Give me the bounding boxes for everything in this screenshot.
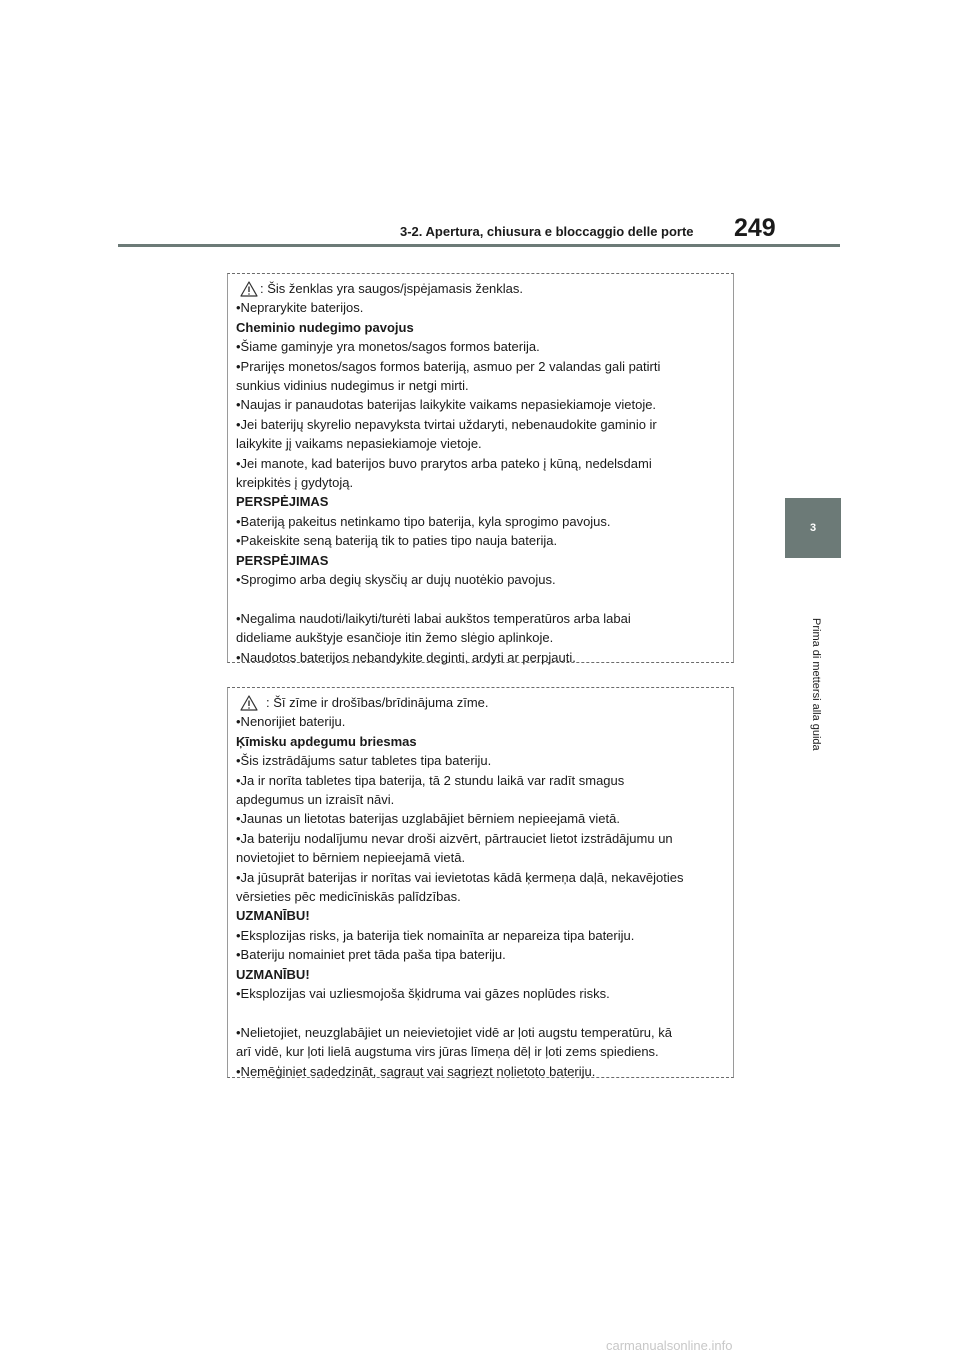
notice-heading: Ķīmisku apdegumu briesmas (236, 733, 417, 749)
notice-line: •Prarijęs monetos/sagos formos bateriją, asmuo per 2 valandas gali patirti (236, 358, 661, 374)
warning-caption: : Šis ženklas yra saugos/įspėjamasis ženklas. (260, 281, 524, 296)
notice-heading: UZMANĪBU! (236, 908, 310, 924)
notice-line: •Neprarykite baterijos. (236, 300, 364, 316)
warning-line (236, 693, 725, 712)
watermark: carmanualsonline.info (606, 1338, 733, 1353)
chapter-title-vertical: Prima di mettersi alla guida (810, 618, 822, 751)
notice-line: •Sprogimo arba degių skysčių ar dujų nuotėkio pavojus. (236, 572, 556, 588)
notice-heading: UZMANĪBU! (236, 966, 310, 982)
notice-line: •Jaunas un lietotas baterijas uzglabājiet bērniem nepieejamā vietā. (236, 811, 620, 827)
warning-line (236, 279, 725, 298)
notice-line: sunkius vidinius nudegimus ir netgi mirti. (236, 378, 469, 394)
notice-line: kreipkitės į gydytoją. (236, 475, 354, 491)
notice-line: •Nemēģiniet sadedzināt, sagraut vai sagriezt nolietoto bateriju. (236, 1063, 596, 1079)
notice-line: •Eksplozijas vai uzliesmojoša šķidruma vai gāzes noplūdes risks. (236, 986, 610, 1002)
warning-caption: : Šī zīme ir drošības/brīdinājuma zīme. (266, 695, 489, 710)
notice-line: •Pakeiskite seną bateriją tik to paties tipo nauja baterija. (236, 533, 558, 549)
notice-box-lithuanian (227, 273, 734, 663)
notice-box-latvian (227, 687, 734, 1078)
notice-heading: Cheminio nudegimo pavojus (236, 319, 414, 335)
notice-line: •Naujas ir panaudotas baterijas laikykite vaikams nepasiekiamoje vietoje. (236, 397, 657, 413)
notice-line: vērsieties pēc medicīniskās palīdzības. (236, 889, 461, 905)
notice-line: •Bateriją pakeitus netinkamo tipo baterija, kyla sprogimo pavojus. (236, 513, 611, 529)
notice-line: laikykite jį vaikams nepasiekiamoje vietoje. (236, 436, 482, 452)
header-rule (118, 244, 840, 247)
notice-line: •Bateriju nomainiet pret tāda paša tipa bateriju. (236, 947, 506, 963)
notice-line: dideliame aukštyje esančioje itin žemo slėgio aplinkoje. (236, 630, 554, 646)
notice-line: •Nenorijiet bateriju. (236, 714, 346, 730)
blank-line (236, 1004, 725, 1023)
notice-lines (236, 712, 725, 1081)
notice-line: •Jei manote, kad baterijos buvo prarytos arba pateko į kūną, nedelsdami (236, 455, 652, 471)
notice-line: •Nelietojiet, neuzglabājiet un neievietojiet vidē ar ļoti augstu temperatūru, kā (236, 1024, 672, 1040)
notice-line: •Ja bateriju nodalījumu nevar droši aizvērt, pārtrauciet lietot izstrādājumu un (236, 830, 673, 846)
notice-line: •Negalima naudoti/laikyti/turėti labai aukštos temperatūros arba labai (236, 610, 631, 626)
section-title: 3-2. Apertura, chiusura e bloccaggio delle porte (400, 224, 694, 239)
notice-line: •Jei baterijų skyrelio nepavyksta tvirtai uždaryti, nebenaudokite gaminio ir (236, 416, 657, 432)
blank-line (236, 590, 725, 609)
notice-heading: PERSPĖJIMAS (236, 494, 329, 510)
chapter-tab[interactable]: 3 (785, 498, 841, 558)
notice-line: •Ja ir norīta tabletes tipa baterija, tā 2 stundu laikā var radīt smagus (236, 772, 625, 788)
warning-triangle-icon (240, 695, 258, 711)
notice-line: •Ja jūsuprāt baterijas ir norītas vai ievietotas kādā ķermeņa daļā, nekavējoties (236, 869, 684, 885)
notice-line: •Eksplozijas risks, ja baterija tiek nomainīta ar nepareiza tipa bateriju. (236, 927, 635, 943)
notice-heading: PERSPĖJIMAS (236, 552, 329, 568)
notice-line: •Naudotos baterijos nebandykite deginti, ardyti ar perpjauti. (236, 649, 576, 665)
notice-line: arī vidē, kur ļoti lielā augstuma virs jūras līmeņa dēļ ir ļoti zems spiediens. (236, 1044, 659, 1060)
warning-triangle-icon (240, 281, 258, 297)
page-number: 249 (734, 214, 776, 242)
notice-line: novietojiet to bērniem nepieejamā vietā. (236, 850, 466, 866)
notice-line: apdegumus un izraisīt nāvi. (236, 792, 395, 808)
notice-lines (236, 298, 725, 667)
notice-line: •Šis izstrādājums satur tabletes tipa bateriju. (236, 753, 492, 769)
notice-line: •Šiame gaminyje yra monetos/sagos formos baterija. (236, 339, 540, 355)
